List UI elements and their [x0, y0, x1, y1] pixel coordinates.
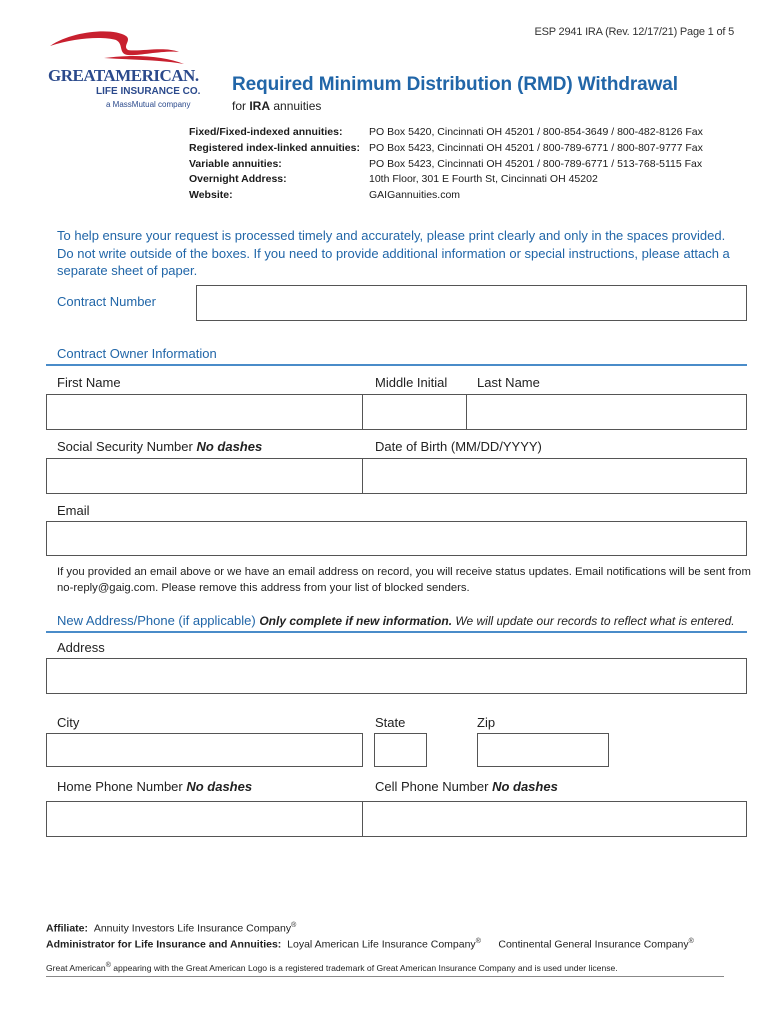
contract-number-label: Contract Number — [57, 294, 156, 309]
great-american-logo — [44, 28, 201, 120]
contract-number-input[interactable] — [196, 285, 747, 321]
state-input[interactable] — [374, 733, 427, 767]
section-divider — [46, 631, 747, 633]
contact-row: Overnight Address: 10th Floor, 301 E Fourth St, Cincinnati OH 45202 — [189, 173, 598, 186]
page-subtitle: for IRA annuities — [232, 99, 322, 113]
footer-divider — [46, 976, 724, 977]
dob-label: Date of Birth (MM/DD/YYYY) — [375, 439, 542, 454]
cell-phone-label: Cell Phone Number No dashes — [375, 779, 558, 794]
city-label: City — [57, 715, 80, 730]
logo-subtitle: LIFE INSURANCE CO. — [96, 86, 201, 97]
state-label: State — [375, 715, 406, 730]
form-id: ESP 2941 IRA (Rev. 12/17/21) Page 1 of 5 — [534, 26, 734, 38]
first-name-input[interactable] — [46, 394, 363, 430]
logo-wordmark: GREATAMERICAN. — [48, 66, 199, 85]
section-divider — [46, 364, 747, 366]
ssn-input[interactable] — [46, 458, 363, 494]
instructions: To help ensure your request is processed timely and accurately, please print clearly and only in the spaces provided. Do not write outside of the boxes. If you need to provide additional information or special instructions, please attach a separate sheet of paper. — [57, 228, 730, 278]
section-title-address: New Address/Phone (if applicable) Only complete if new information. We will update our records to reflect what is entered. — [57, 613, 735, 628]
contact-info — [189, 125, 703, 204]
contact-row: Website: GAIGannuities.com — [189, 189, 461, 202]
address-label: Address — [57, 640, 105, 655]
affiliate-line: Affiliate: Annuity Investors Life Insurance Company® — [46, 922, 297, 935]
first-name-label: First Name — [57, 375, 121, 390]
contact-row: Fixed/Fixed-indexed annuities: PO Box 5420, Cincinnati OH 45201 / 800-854-3649 / 800-482-8126 Fax — [189, 126, 703, 138]
page-title: Required Minimum Distribution (RMD) Withdrawal — [232, 74, 678, 95]
contact-row: Variable annuities: PO Box 5423, Cincinnati OH 45201 / 800-789-6771 / 513-768-5115 Fax — [189, 157, 703, 170]
email-label: Email — [57, 503, 90, 518]
middle-initial-input[interactable] — [362, 394, 467, 430]
dob-input[interactable] — [362, 458, 747, 494]
home-phone-input[interactable] — [46, 801, 363, 837]
cell-phone-input[interactable] — [362, 801, 747, 837]
city-input[interactable] — [46, 733, 363, 767]
ssn-label: Social Security Number No dashes — [57, 439, 263, 454]
zip-input[interactable] — [477, 733, 609, 767]
email-note: If you provided an email above or we have an email address on record, you will receive status updates. Email notifications will be sent from no-reply@gaig.com. Please remove this address from your list of blocked senders. — [57, 566, 751, 594]
trademark-notice: Great American® appearing with the Great American Logo is a registered trademark of Great American Insurance Company and is used under license. — [46, 962, 618, 973]
administrator-line: Administrator for Life Insurance and Annuities: Loyal American Life Insurance Company® Continental General Insurance Company® — [46, 938, 694, 951]
address-input[interactable] — [46, 658, 747, 694]
contact-row: Registered index-linked annuities: PO Box 5423, Cincinnati OH 45201 / 800-789-6771 / 800-807-9777 Fax — [189, 141, 703, 154]
home-phone-label: Home Phone Number No dashes — [57, 779, 253, 794]
last-name-label: Last Name — [477, 375, 540, 390]
section-title-owner: Contract Owner Information — [57, 346, 217, 361]
email-input[interactable] — [46, 521, 747, 556]
logo-tagline: a MassMutual company — [106, 100, 191, 109]
zip-label: Zip — [477, 715, 496, 730]
last-name-input[interactable] — [466, 394, 747, 430]
middle-initial-label: Middle Initial — [375, 375, 448, 390]
